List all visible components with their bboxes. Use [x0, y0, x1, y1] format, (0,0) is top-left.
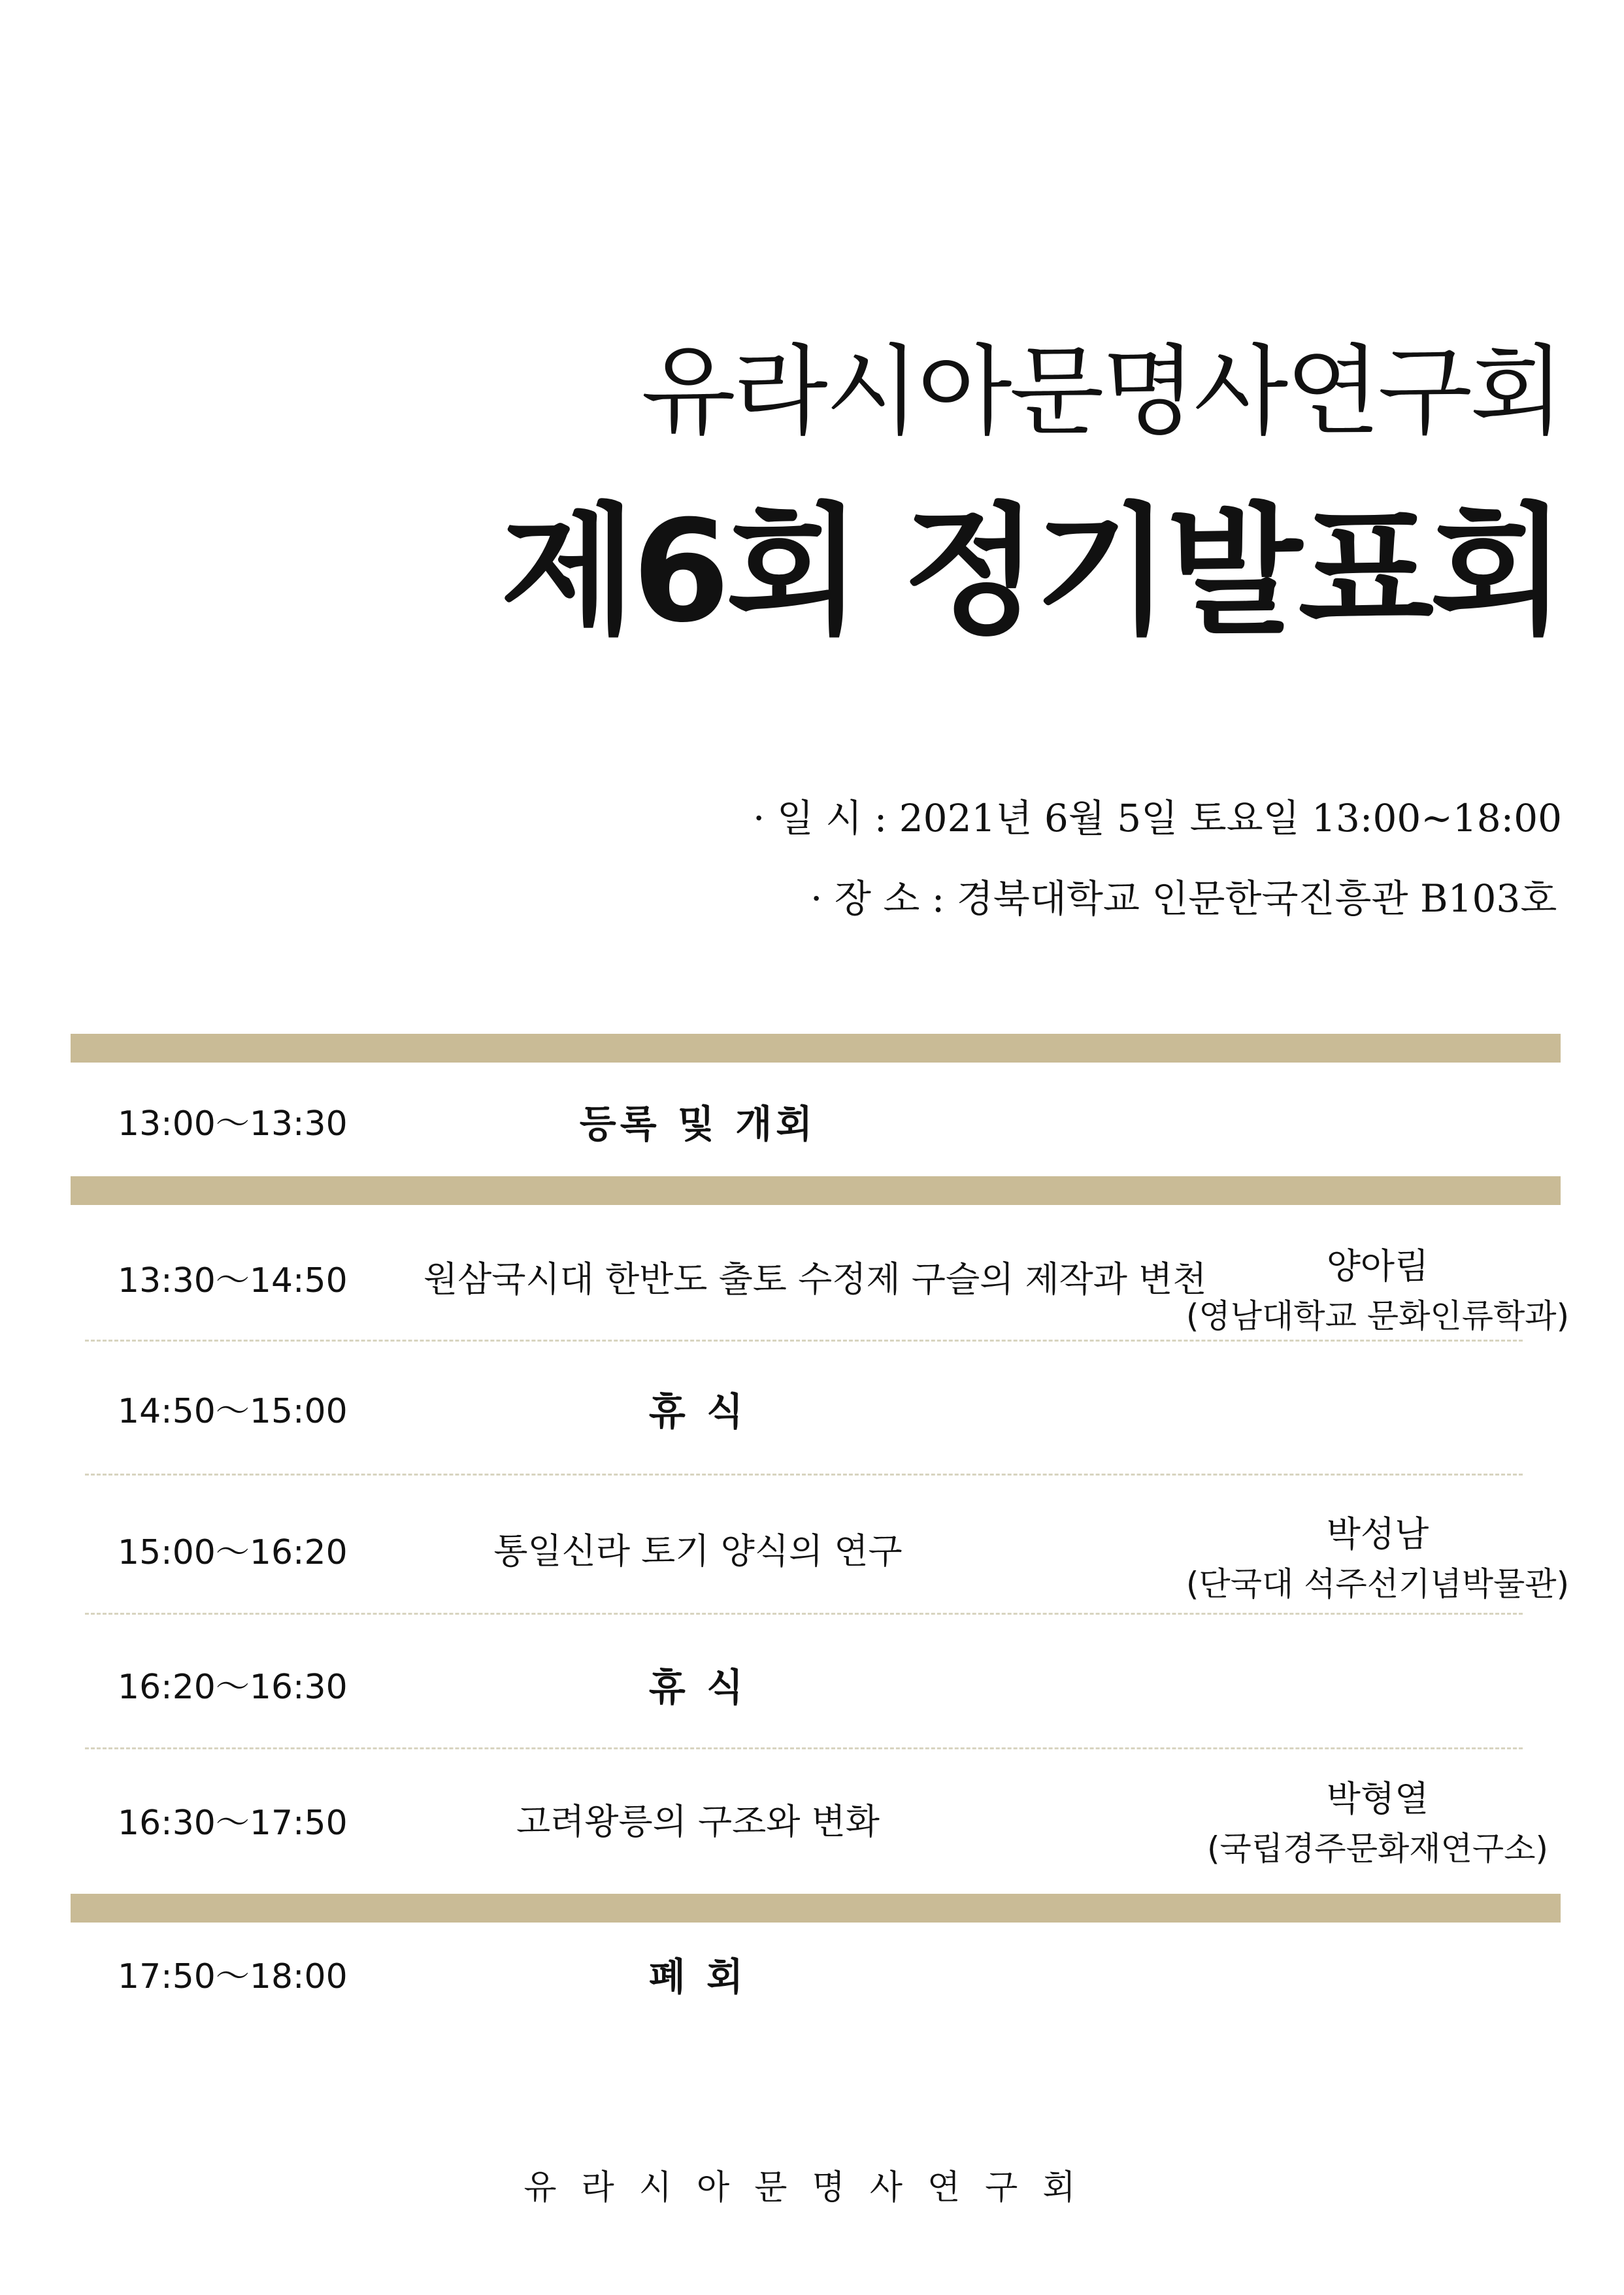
session-title: 원삼국시대 한반도 출토 수정제 구슬의 제작과 변천 [423, 1259, 1207, 1300]
footer-organization: 유라시아문명사연구회 [523, 2168, 1101, 2207]
schedule-divider [85, 1340, 1523, 1342]
schedule-time: 17:50～18:00 [118, 1957, 348, 1996]
schedule-top-bar [71, 1034, 1561, 1063]
schedule-divider [85, 1613, 1523, 1615]
speaker-block [1182, 1242, 1574, 1341]
speaker-affiliation: (영남대학교 문화인류학과) [1185, 1297, 1570, 1335]
speaker-name: 박형열 [1326, 1778, 1429, 1819]
schedule-title: 등록 및 개회 [579, 1102, 817, 1146]
schedule-section-bar [71, 1894, 1561, 1923]
session-title: 통일신라 토기 양식의 연구 [493, 1530, 903, 1572]
schedule-divider [85, 1474, 1523, 1476]
speaker-block [1182, 1774, 1574, 1874]
organization-title: 유라시아문명사연구회 [640, 335, 1562, 449]
speaker-affiliation: (단국대 석주선기념박물관) [1185, 1565, 1570, 1603]
schedule-section-bar [71, 1176, 1561, 1205]
speaker-name: 양아림 [1326, 1246, 1429, 1287]
schedule-time: 13:00～13:30 [118, 1104, 348, 1144]
speaker-affiliation: (국립경주문화재연구소) [1206, 1830, 1548, 1868]
speaker-name: 박성남 [1326, 1513, 1429, 1555]
schedule-time: 14:50～15:00 [118, 1392, 348, 1431]
schedule-time: 13:30～14:50 [118, 1261, 348, 1300]
event-place: · 장 소 : 경북대학교 인문한국진흥관 B103호 [810, 876, 1557, 921]
schedule-time: 16:30～17:50 [118, 1804, 348, 1843]
schedule-divider [85, 1747, 1523, 1749]
schedule-title: 휴 식 [648, 1665, 748, 1709]
event-date: · 일 시 : 2021년 6월 5일 토요일 13:00~18:00 [753, 796, 1562, 840]
speaker-block [1182, 1510, 1574, 1609]
schedule-title: 휴 식 [648, 1389, 748, 1434]
session-title: 고려왕릉의 구조와 변화 [516, 1801, 880, 1842]
event-title: 제6회 정기발표회 [500, 489, 1562, 653]
schedule-title: 폐 회 [648, 1955, 748, 1999]
schedule-time: 16:20～16:30 [118, 1668, 348, 1707]
schedule-time: 15:00～16:20 [118, 1533, 348, 1572]
